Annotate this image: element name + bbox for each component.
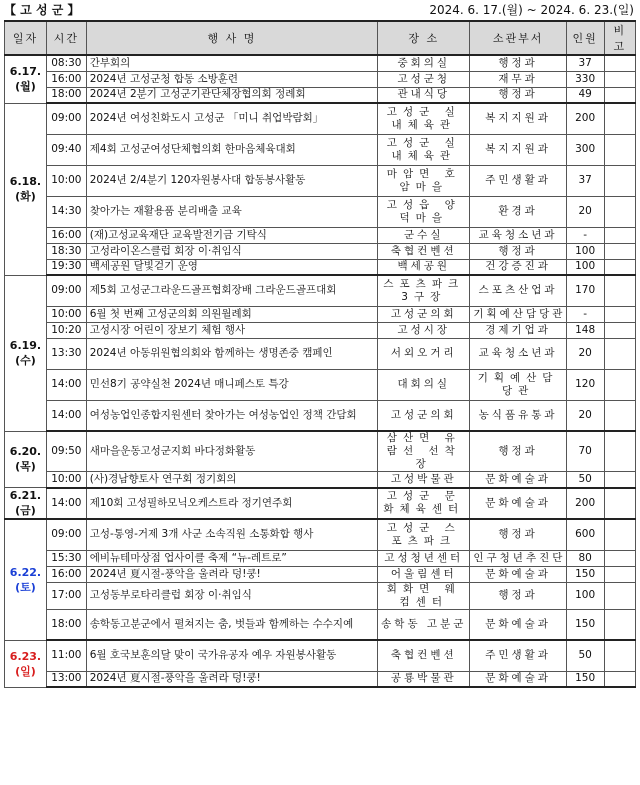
place-cell: 고성읍 양덕마을 <box>378 196 470 227</box>
people-cell: - <box>566 227 604 243</box>
dept-cell: 행정과 <box>470 87 566 103</box>
place-cell: 고성군 스포츠파크 <box>378 519 470 550</box>
people-cell: 100 <box>566 243 604 259</box>
table-row <box>5 322 636 338</box>
event-name-cell: (재)고성교육재단 교육발전기금 기탁식 <box>86 227 377 243</box>
dept-cell: 문화예술과 <box>470 488 566 520</box>
table-row <box>5 369 636 400</box>
table-row <box>5 259 636 275</box>
time-cell: 14:00 <box>46 369 86 400</box>
event-name-cell: 2024년 여성친화도시 고성군 「미니 취업박람회」 <box>86 103 377 134</box>
event-name-cell: 2024년 2분기 고성군기관단체장협의회 정례회 <box>86 87 377 103</box>
place-cell: 중회의실 <box>378 55 470 71</box>
date-cell: 6.19. (수) <box>5 275 47 431</box>
dept-cell: 문화예술과 <box>470 671 566 687</box>
dept-cell: 주민생활과 <box>470 165 566 196</box>
schedule-rows <box>5 55 636 687</box>
place-cell: 고성군청 <box>378 71 470 87</box>
note-cell <box>604 306 635 322</box>
people-cell: 150 <box>566 609 604 640</box>
event-name-cell: 백세공원 달빛걷기 운영 <box>86 259 377 275</box>
place-cell: 관내식당 <box>378 87 470 103</box>
table-row <box>5 87 636 103</box>
table-row <box>5 582 636 609</box>
table-row <box>5 338 636 369</box>
dept-cell: 문화예술과 <box>470 609 566 640</box>
dept-cell: 문화예술과 <box>470 472 566 488</box>
table-row <box>5 103 636 134</box>
table-row <box>5 400 636 431</box>
date-cell: 6.21. (금) <box>5 488 47 520</box>
place-cell: 고성군 실내체육관 <box>378 134 470 165</box>
place-cell: 고성군 문화체육센터 <box>378 488 470 520</box>
note-cell <box>604 566 635 582</box>
time-cell: 09:00 <box>46 275 86 306</box>
time-cell: 09:40 <box>46 134 86 165</box>
dept-cell: 재무과 <box>470 71 566 87</box>
note-cell <box>604 431 635 472</box>
note-cell <box>604 550 635 566</box>
note-cell <box>604 87 635 103</box>
event-name-cell: 6월 첫 번째 고성군의회 의원월례회 <box>86 306 377 322</box>
note-cell <box>604 671 635 687</box>
time-cell: 16:00 <box>46 566 86 582</box>
date-cell: 6.17. (월) <box>5 55 47 103</box>
date-range: 2024. 6. 17.(월) ~ 2024. 6. 23.(일) <box>429 3 634 17</box>
time-cell: 08:30 <box>46 55 86 71</box>
date-cell: 6.22. (토) <box>5 519 47 640</box>
people-cell: 170 <box>566 275 604 306</box>
note-cell <box>604 472 635 488</box>
place-cell: 송학동 고분군 <box>378 609 470 640</box>
dept-cell: 건강증진과 <box>470 259 566 275</box>
date-cell: 6.23. (일) <box>5 640 47 687</box>
people-cell: 100 <box>566 259 604 275</box>
time-cell: 18:00 <box>46 87 86 103</box>
dept-cell: 경제기업과 <box>470 322 566 338</box>
note-cell <box>604 488 635 520</box>
table-row <box>5 306 636 322</box>
table-row <box>5 609 636 640</box>
place-cell: 고성군 실내체육관 <box>378 103 470 134</box>
place-cell: 고성군의회 <box>378 306 470 322</box>
people-cell: 37 <box>566 165 604 196</box>
table-row <box>5 165 636 196</box>
event-name-cell: 민선8기 공약실천 2024년 매니페스토 특강 <box>86 369 377 400</box>
people-cell: 148 <box>566 322 604 338</box>
time-cell: 09:50 <box>46 431 86 472</box>
place-cell: 축협컨벤션 <box>378 640 470 671</box>
table-row <box>5 196 636 227</box>
people-cell: 150 <box>566 566 604 582</box>
event-name-cell: 2024년 2/4분기 120자원봉사대 합동봉사활동 <box>86 165 377 196</box>
people-cell: 37 <box>566 55 604 71</box>
people-cell: 20 <box>566 196 604 227</box>
dept-cell: 행정과 <box>470 431 566 472</box>
place-cell: 고성시장 <box>378 322 470 338</box>
event-name-cell: 고성라이온스클럽 회장 이·취임식 <box>86 243 377 259</box>
place-cell: 고성박물관 <box>378 472 470 488</box>
dept-cell: 교육청소년과 <box>470 227 566 243</box>
table-row <box>5 566 636 582</box>
table-row <box>5 243 636 259</box>
note-cell <box>604 134 635 165</box>
event-name-cell: 제10회 고성필하모닉오케스트라 정기연주회 <box>86 488 377 520</box>
dept-cell: 복지지원과 <box>470 103 566 134</box>
time-cell: 13:30 <box>46 338 86 369</box>
time-cell: 14:00 <box>46 400 86 431</box>
dept-cell: 행정과 <box>470 582 566 609</box>
place-cell: 서외오거리 <box>378 338 470 369</box>
time-cell: 19:30 <box>46 259 86 275</box>
table-row <box>5 488 636 520</box>
time-cell: 18:00 <box>46 609 86 640</box>
event-name-cell: (사)경남향토사 연구회 정기회의 <box>86 472 377 488</box>
table-row <box>5 640 636 671</box>
note-cell <box>604 55 635 71</box>
people-cell: 330 <box>566 71 604 87</box>
event-name-cell: 간부회의 <box>86 55 377 71</box>
dept-cell: 농식품유통과 <box>470 400 566 431</box>
people-cell: 70 <box>566 431 604 472</box>
table-row <box>5 550 636 566</box>
event-name-cell: 여성농업인종합지원센터 찾아가는 여성농업인 정책 간담회 <box>86 400 377 431</box>
time-cell: 17:00 <box>46 582 86 609</box>
schedule-table <box>4 20 636 688</box>
event-name-cell: 새마을운동고성군지회 바다정화활동 <box>86 431 377 472</box>
dept-cell: 주민생활과 <box>470 640 566 671</box>
col-date: 일자 <box>5 21 47 55</box>
people-cell: 600 <box>566 519 604 550</box>
note-cell <box>604 165 635 196</box>
note-cell <box>604 322 635 338</box>
dept-cell: 기획예산담당관 <box>470 306 566 322</box>
time-cell: 10:00 <box>46 472 86 488</box>
note-cell <box>604 196 635 227</box>
dept-cell: 행정과 <box>470 519 566 550</box>
time-cell: 18:30 <box>46 243 86 259</box>
time-cell: 14:30 <box>46 196 86 227</box>
people-cell: 20 <box>566 338 604 369</box>
time-cell: 11:00 <box>46 640 86 671</box>
table-row <box>5 134 636 165</box>
table-row <box>5 472 636 488</box>
date-cell: 6.20. (목) <box>5 431 47 488</box>
date-cell: 6.18. (화) <box>5 103 47 275</box>
table-row <box>5 71 636 87</box>
note-cell <box>604 243 635 259</box>
table-row <box>5 227 636 243</box>
table-row <box>5 275 636 306</box>
col-dept: 소관부서 <box>470 21 566 55</box>
note-cell <box>604 259 635 275</box>
event-name-cell: 제5회 고성군그라운드골프협회장배 그라운드골프대회 <box>86 275 377 306</box>
event-name-cell: 2024년 고성군청 합동 소방훈련 <box>86 71 377 87</box>
people-cell: 50 <box>566 472 604 488</box>
dept-cell: 기획예산담당관 <box>470 369 566 400</box>
event-name-cell: 2024년 아동위원협의회와 함께하는 생명존중 캠페인 <box>86 338 377 369</box>
time-cell: 10:20 <box>46 322 86 338</box>
time-cell: 10:00 <box>46 165 86 196</box>
place-cell: 고성군의회 <box>378 400 470 431</box>
people-cell: 120 <box>566 369 604 400</box>
people-cell: 49 <box>566 87 604 103</box>
place-cell: 백세공원 <box>378 259 470 275</box>
time-cell: 15:30 <box>46 550 86 566</box>
event-name-cell: 6월 호국보훈의달 맞이 국가유공자 예우 자원봉사활동 <box>86 640 377 671</box>
note-cell <box>604 609 635 640</box>
event-name-cell: 에비뉴테마상점 업사이클 축제 “뉴-레트로” <box>86 550 377 566</box>
dept-cell: 행정과 <box>470 243 566 259</box>
dept-cell: 스포츠산업과 <box>470 275 566 306</box>
place-cell: 공룡박물관 <box>378 671 470 687</box>
people-cell: 200 <box>566 488 604 520</box>
people-cell: 50 <box>566 640 604 671</box>
people-cell: 20 <box>566 400 604 431</box>
schedule-header <box>0 0 640 20</box>
place-cell: 군수실 <box>378 227 470 243</box>
note-cell <box>604 275 635 306</box>
time-cell: 09:00 <box>46 103 86 134</box>
dept-cell: 환경과 <box>470 196 566 227</box>
time-cell: 16:00 <box>46 71 86 87</box>
time-cell: 13:00 <box>46 671 86 687</box>
place-cell: 삼산면 유람선 선착장 <box>378 431 470 472</box>
note-cell <box>604 71 635 87</box>
table-row <box>5 671 636 687</box>
people-cell: 300 <box>566 134 604 165</box>
time-cell: 16:00 <box>46 227 86 243</box>
note-cell <box>604 227 635 243</box>
place-cell: 스포츠파크 3구장 <box>378 275 470 306</box>
people-cell: 200 <box>566 103 604 134</box>
note-cell <box>604 369 635 400</box>
event-name-cell: 송학동고분군에서 펼쳐지는 춤, 벗들과 함께하는 수수지예 <box>86 609 377 640</box>
event-name-cell: 2024년 夏시절-풍악을 울려라 덩!쿵! <box>86 671 377 687</box>
note-cell <box>604 400 635 431</box>
dept-cell: 문화예술과 <box>470 566 566 582</box>
event-name-cell: 찾아가는 재활용품 분리배출 교육 <box>86 196 377 227</box>
note-cell <box>604 582 635 609</box>
dept-cell: 인구청년추진단 <box>470 550 566 566</box>
people-cell: 150 <box>566 671 604 687</box>
note-cell <box>604 338 635 369</box>
col-place: 장 소 <box>378 21 470 55</box>
note-cell <box>604 519 635 550</box>
col-note: 비고 <box>604 21 635 55</box>
dept-cell: 교육청소년과 <box>470 338 566 369</box>
people-cell: 80 <box>566 550 604 566</box>
table-row <box>5 55 636 71</box>
people-cell: 100 <box>566 582 604 609</box>
time-cell: 09:00 <box>46 519 86 550</box>
place-cell: 대회의실 <box>378 369 470 400</box>
region-title: 【 고 성 군 】 <box>4 3 80 17</box>
place-cell: 축협컨벤션 <box>378 243 470 259</box>
people-cell: - <box>566 306 604 322</box>
event-name-cell: 고성시장 어린이 장보기 체험 행사 <box>86 322 377 338</box>
dept-cell: 행정과 <box>470 55 566 71</box>
table-row <box>5 519 636 550</box>
table-row <box>5 431 636 472</box>
event-name-cell: 고성동부로타리클럽 회장 이·취임식 <box>86 582 377 609</box>
col-people: 인원 <box>566 21 604 55</box>
time-cell: 10:00 <box>46 306 86 322</box>
dept-cell: 복지지원과 <box>470 134 566 165</box>
note-cell <box>604 103 635 134</box>
col-event: 행 사 명 <box>86 21 377 55</box>
event-name-cell: 고성-통영-거제 3개 사군 소속직원 소통화합 행사 <box>86 519 377 550</box>
place-cell: 어울림센터 <box>378 566 470 582</box>
header-row <box>5 21 636 55</box>
time-cell: 14:00 <box>46 488 86 520</box>
event-name-cell: 2024년 夏시절-풍악을 울려라 덩!쿵! <box>86 566 377 582</box>
event-name-cell: 제4회 고성군여성단체협의회 한마음체육대회 <box>86 134 377 165</box>
place-cell: 고성청년센터 <box>378 550 470 566</box>
place-cell: 마암면 호암마을 <box>378 165 470 196</box>
col-time: 시간 <box>46 21 86 55</box>
note-cell <box>604 640 635 671</box>
place-cell: 회화면 웨컴센터 <box>378 582 470 609</box>
